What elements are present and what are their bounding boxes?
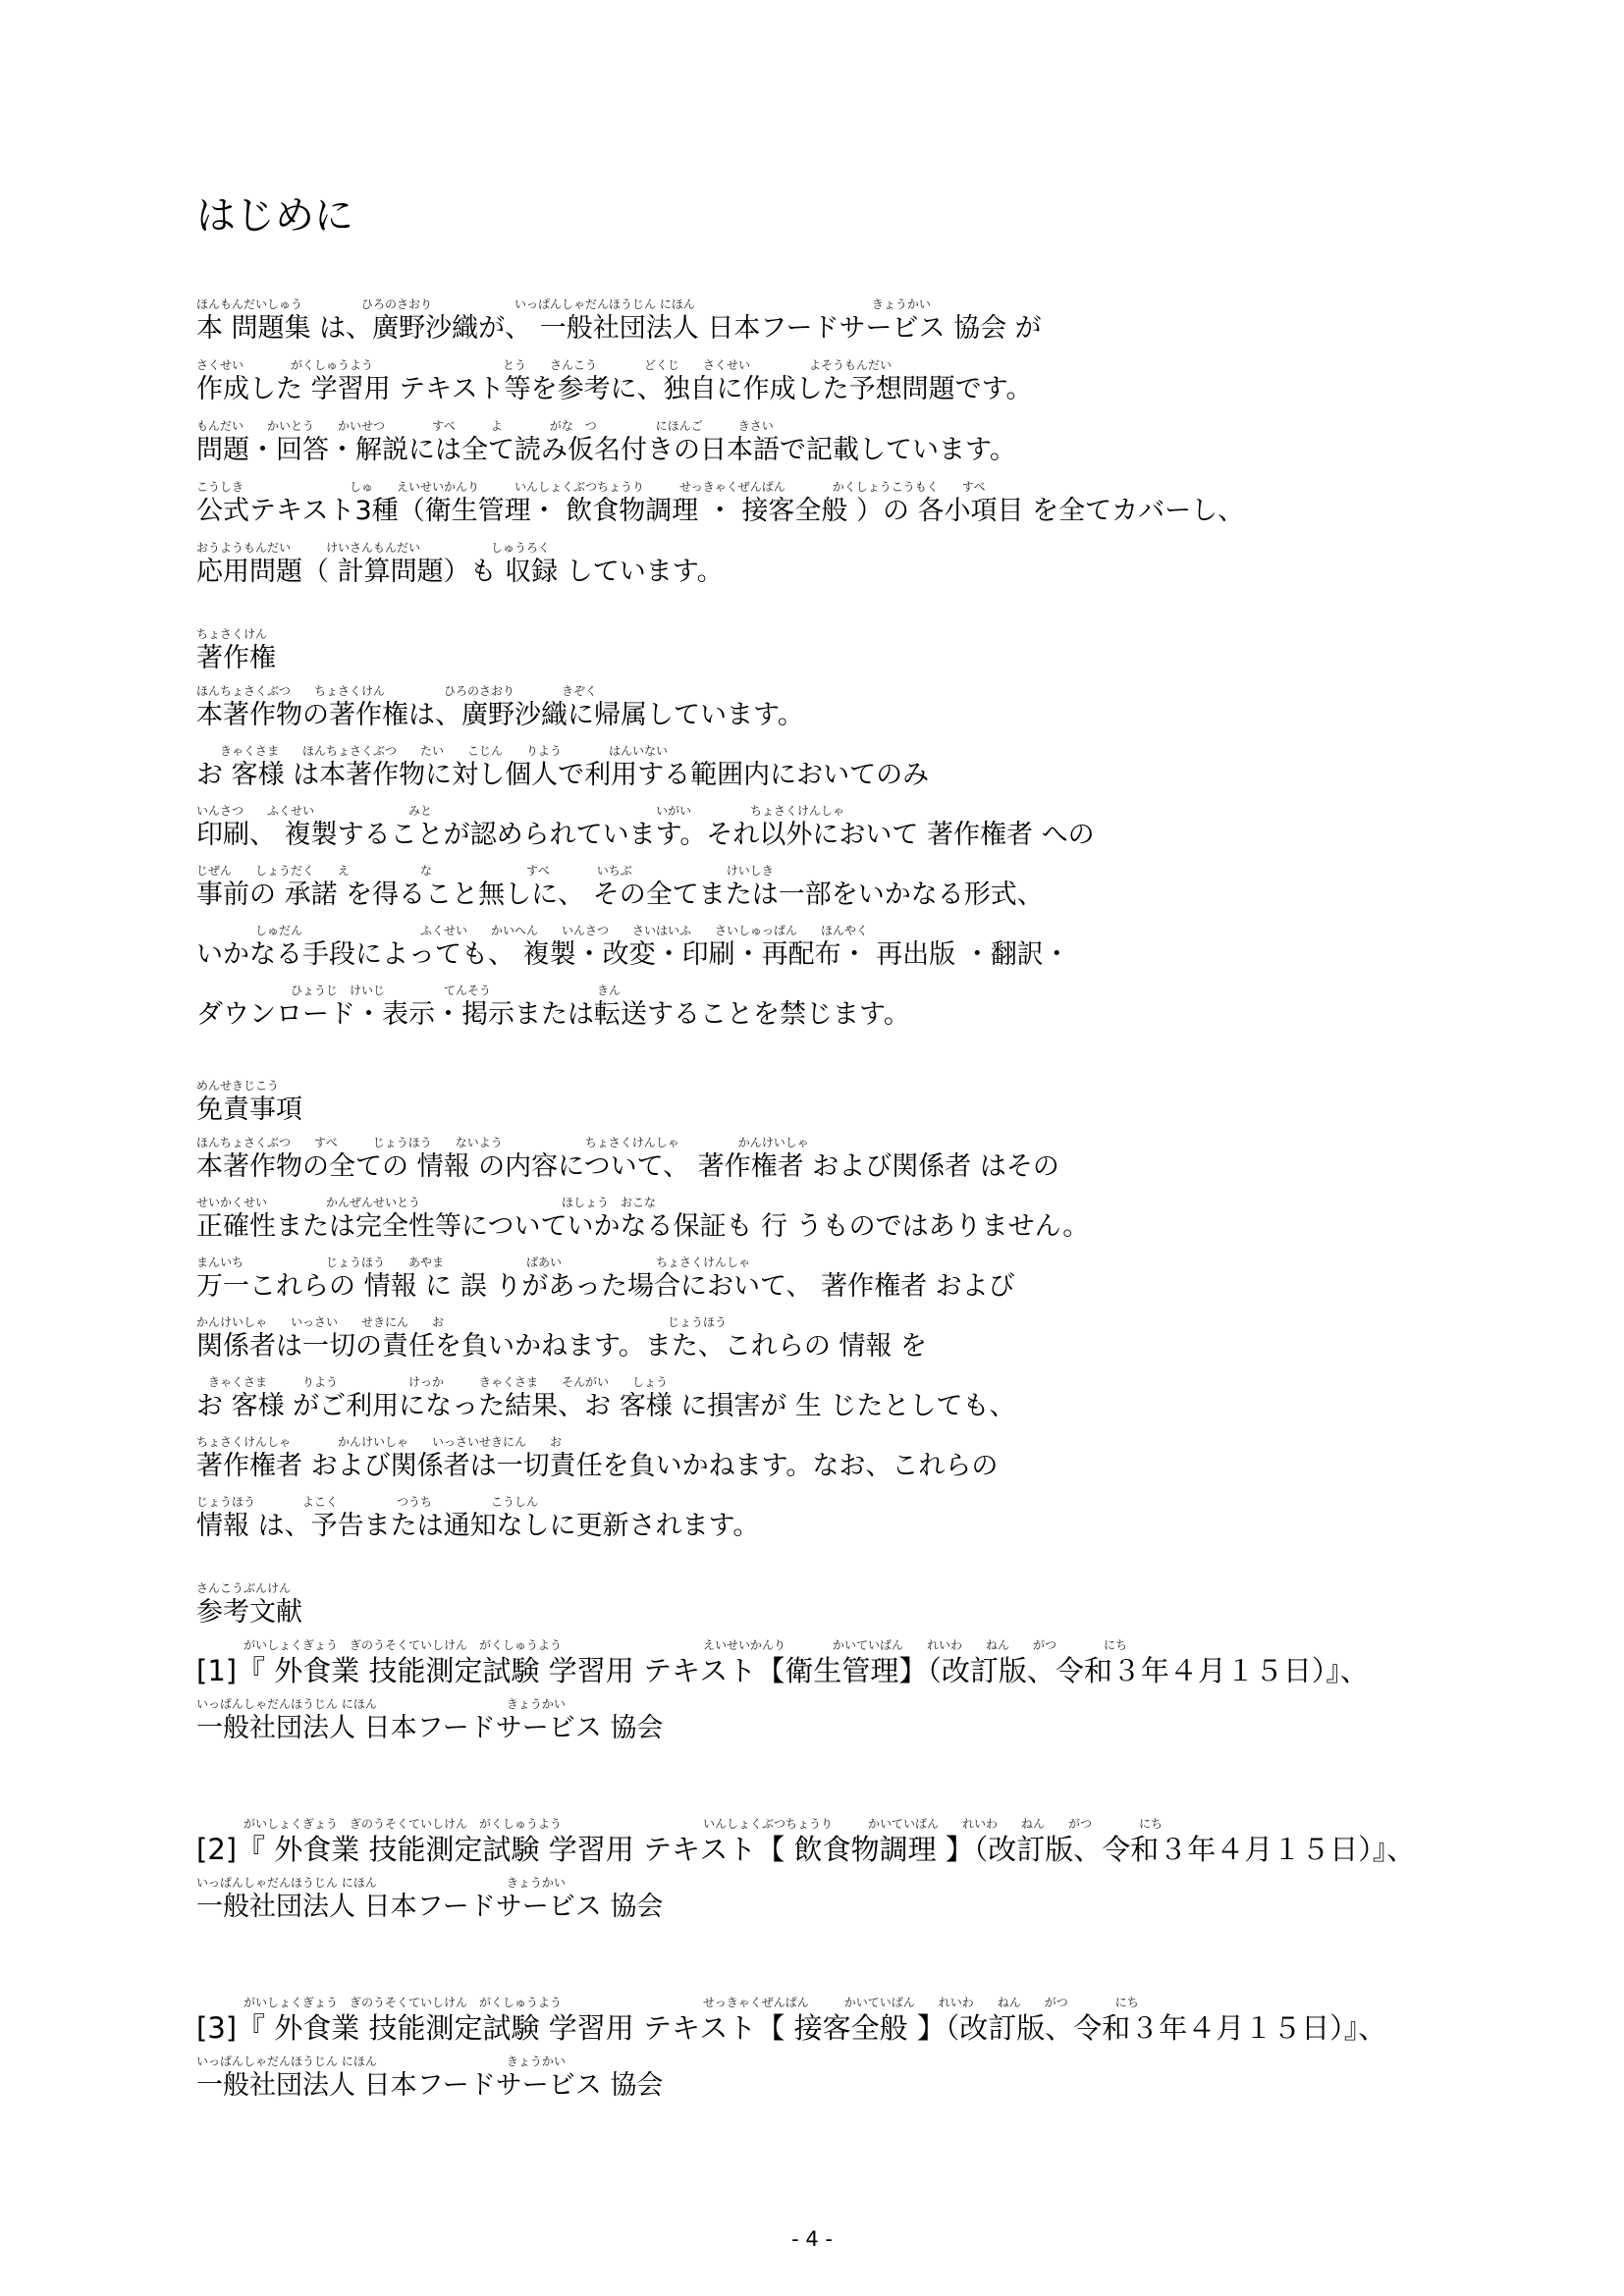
- disclaimer-line: [196, 1195, 1473, 1255]
- body-text-line: 正確性または完全性等についていかなる保証も 行 うものではありません。: [196, 1211, 1090, 1242]
- body-text-line: お 客様 は本著作物に対し個人で利用する範囲内においてのみ: [196, 760, 930, 790]
- references-heading: 参考文献: [196, 1597, 302, 1628]
- body-text-line: 本著作物の全ての 情報 の内容について、 著作権者 および関係者 はその: [196, 1151, 1059, 1182]
- body-text-line: 事前の 承諾 を得ること無しに、 その全てまたは一部をいかなる形式、: [196, 880, 1044, 910]
- intro-line: [196, 479, 1473, 540]
- body-text-line: 関係者は一切の責任を負いかねます。また、これらの 情報 を: [196, 1331, 928, 1362]
- furigana-line: ほんちょさくぶつ ちょさくけん ひろのさおり きぞく: [196, 684, 598, 698]
- body-text-line: 問題・回答・解説には全て読み仮名付きの日本語で記載しています。: [196, 435, 1016, 465]
- reference-publisher: 一般社団法人 日本フードサービス 協会: [196, 2070, 664, 2101]
- body-text-line: 情報 は、予告または通知なしに更新されます。: [196, 1511, 760, 1541]
- body-text-line: 本著作物の著作権は、廣野沙織に帰属しています。: [196, 700, 804, 730]
- body-text-line: 印刷、 複製することが認められています。それ以外において 著作権者 への: [196, 820, 1095, 850]
- furigana-line: ほんもんだいしゅう ひろのさおり いっぱんしゃだんほうじん にほん きょうかい: [196, 297, 931, 311]
- body-text-line: 本 問題集 は、廣野沙織が、 一般社団法人 日本フードサービス 協会 が: [196, 313, 1042, 344]
- furigana-line: さくせい がくしゅうよう とう さんこう どくじ さくせい よそうもんだい: [196, 358, 893, 372]
- page-number: - 4 -: [791, 2227, 833, 2251]
- furigana-line: かんけいしゃ いっさい せきにん お じょうほう: [196, 1315, 728, 1329]
- furigana-line: がいしょくぎょう ぎのうそくていしけん がくしゅうよう せっきゃくぜんぱん かいていばん れいわ ねん がつ にち: [196, 1996, 1139, 2009]
- body-text-line: ダウンロード・表示・掲示または転送することを禁じます。: [196, 999, 910, 1030]
- reference-item: [196, 1637, 1473, 1816]
- intro-section: [196, 296, 1473, 601]
- furigana-line: じょうほう よこく つうち こうしん: [196, 1495, 539, 1509]
- copyright-heading: 著作権: [196, 643, 276, 673]
- furigana-line: まんいち じょうほう あやま ばあい ちょさくけんしゃ: [196, 1255, 751, 1269]
- heading-furigana: ちょさくけん: [196, 627, 268, 641]
- copyright-section: [196, 626, 1473, 1042]
- body-text-line: 応用問題（ 計算問題）も 収録 しています。: [196, 557, 724, 587]
- body-text-line: 万一これらの 情報 に 誤 りがあった場合において、 著作権者 および: [196, 1271, 1015, 1302]
- furigana-line: ほんちょさくぶつ すべ じょうほう ないよう ちょさくけんしゃ かんけいしゃ: [196, 1136, 809, 1149]
- reference-title: [2]『 外食業 技能測定試験 学習用 テキスト【 飲食物調理 】（改訂版、令和３年４月１５日）』、: [196, 1833, 1416, 1866]
- copyright-line: [196, 743, 1473, 803]
- body-text-line: 著作権者 および関係者は一切責任を負いかねます。なお、これらの: [196, 1451, 999, 1481]
- reference-item: [196, 1995, 1473, 2173]
- furigana-line: ひょうじ けいじ てんそう きん: [196, 984, 622, 997]
- heading-furigana: さんこうぶんけん: [196, 1581, 292, 1595]
- intro-line: [196, 540, 1473, 601]
- furigana-line: じぜん しょうだく え な すべ いちぶ けいしき: [196, 864, 774, 878]
- body-text-line: 作成した 学習用 テキスト等を参考に、独自に作成した予想問題です。: [196, 374, 1033, 404]
- copyright-line: [196, 923, 1473, 983]
- body-text-line: お 客様 がご利用になった結果、お 客様 に損害が 生 じたとしても、: [196, 1391, 1016, 1421]
- references-section: [196, 1580, 1473, 2173]
- furigana-line: きゃくさま ほんちょさくぶつ たい こじん りよう はんいない: [196, 744, 669, 758]
- furigana-line: いんさつ ふくせい みと いがい ちょさくけんしゃ: [196, 804, 845, 818]
- disclaimer-line: [196, 1374, 1473, 1434]
- copyright-line: [196, 983, 1473, 1042]
- intro-line: [196, 296, 1473, 357]
- furigana-line: おうようもんだい けいさんもんだい しゅうろく: [196, 541, 551, 555]
- furigana-line: もんだい かいとう かいせつ すべ よ がな つ にほんご きさい: [196, 419, 774, 433]
- disclaimer-heading: 免責事項: [196, 1095, 302, 1125]
- body-text-line: いかなる手段によっても、 複製・改変・印刷・再配布・ 再出版 ・翻訳・: [196, 939, 1070, 970]
- page-title: はじめに: [196, 193, 353, 239]
- copyright-line: [196, 683, 1473, 743]
- reference-title: [3]『 外食業 技能測定試験 学習用 テキスト【 接客全般 】（改訂版、令和３年４月１５日）』、: [196, 2011, 1387, 2045]
- reference-publisher: 一般社団法人 日本フードサービス 協会: [196, 1892, 664, 1922]
- furigana-line: しゅだん ふくせい かいへん いんさつ さいはいふ さいしゅっぱん ほんやく: [196, 924, 869, 937]
- disclaimer-line: [196, 1494, 1473, 1554]
- intro-line: [196, 357, 1473, 418]
- furigana-line: いっぱんしゃだんほうじん にほん きょうかい: [196, 2055, 566, 2068]
- furigana-line: がいしょくぎょう ぎのうそくていしけん がくしゅうよう いんしょくぶつちょうり かいていばん れいわ ねん がつ にち: [196, 1817, 1164, 1831]
- furigana-line: きゃくさま りよう けっか きゃくさま そんがい しょう: [196, 1375, 669, 1389]
- disclaimer-line: [196, 1314, 1473, 1374]
- reference-item: [196, 1816, 1473, 1995]
- copyright-line: [196, 863, 1473, 923]
- disclaimer-section: [196, 1078, 1473, 1554]
- furigana-line: ちょさくけんしゃ かんけいしゃ いっさいせきにん お: [196, 1435, 563, 1449]
- disclaimer-line: [196, 1434, 1473, 1494]
- reference-title: [1]『 外食業 技能測定試験 学習用 テキスト【衛生管理】（改訂版、令和３年４月１５日）』、: [196, 1654, 1369, 1687]
- copyright-line: [196, 803, 1473, 863]
- furigana-line: せいかくせい かんぜんせいとう ほしょう おこな: [196, 1196, 657, 1209]
- disclaimer-line: [196, 1255, 1473, 1314]
- furigana-line: こうしき しゅ えいせいかんり いんしょくぶつちょうり せっきゃくぜんぱん かくしょうこうもく すべ: [196, 480, 986, 494]
- body-text-line: 公式テキスト3種（衛生管理・ 飲食物調理 ・ 接客全般 ）の 各小項目 を全てカバーし、: [196, 496, 1245, 526]
- furigana-line: がいしょくぎょう ぎのうそくていしけん がくしゅうよう えいせいかんり かいていばん れいわ ねん がつ にち: [196, 1638, 1128, 1652]
- furigana-line: いっぱんしゃだんほうじん にほん きょうかい: [196, 1697, 566, 1711]
- intro-line: [196, 418, 1473, 479]
- reference-publisher: 一般社団法人 日本フードサービス 協会: [196, 1713, 664, 1743]
- heading-furigana: めんせきじこう: [196, 1079, 280, 1093]
- furigana-line: いっぱんしゃだんほうじん にほん きょうかい: [196, 1876, 566, 1890]
- disclaimer-line: [196, 1135, 1473, 1195]
